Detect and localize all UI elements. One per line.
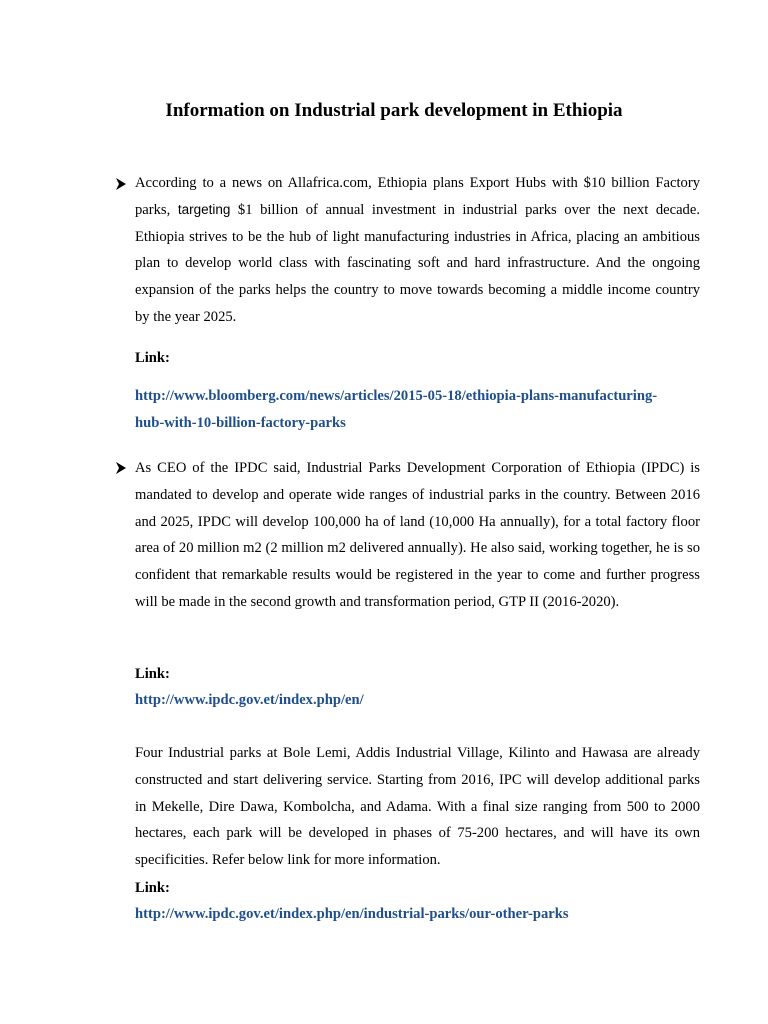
arrow-bullet-icon bbox=[113, 176, 129, 192]
bloomberg-link[interactable] bbox=[135, 383, 705, 437]
document-title: Information on Industrial park development in Ethiopia bbox=[165, 100, 623, 121]
section3-paragraph: Four Industrial parks at Bole Lemi, Addis Industrial Village, Kilinto and Hawasa are already constructed and start delivering service. Starting from 2016, IPC will develop additional parks in Mekelle, Dire Dawa, Kombolcha, and Adama. With a final size ranging from 500 to 2000 hectares, each park will be developed in phases of 75-200 hectares, and will have its own specificities. Refer below link for more information. bbox=[135, 745, 700, 869]
arrow-bullet-icon bbox=[113, 460, 129, 476]
ipdc-other-parks-link[interactable]: http://www.ipdc.gov.et/index.php/en/industrial-parks/our-other-parks bbox=[135, 906, 569, 922]
bloomberg-link-line1[interactable]: http://www.bloomberg.com/news/articles/2015-05-18/ethiopia-plans-manufacturing- bbox=[135, 388, 658, 404]
section3-link-label: Link: bbox=[135, 880, 170, 896]
section2-link-label: Link: bbox=[135, 666, 170, 682]
section1-link-label: Link: bbox=[135, 350, 170, 366]
bloomberg-link-line2[interactable]: hub-with-10-billion-factory-parks bbox=[135, 414, 346, 431]
section1-paragraph bbox=[135, 170, 700, 331]
section1-text-b: $1 billion of annual investment in industrial parks over the next decade. Ethiopia strives to be the hub of light manufacturing industries in Africa, placing an ambitious plan to develop world class with fascinating soft and hard infrastructure. And the ongoing expansion of the parks helps the country to move towards becoming a middle income country by the year 2025. bbox=[135, 201, 700, 325]
section2-paragraph: As CEO of the IPDC said, Industrial Parks Development Corporation of Ethiopia (IPDC) is mandated to develop and operate wide ranges of industrial parks in the country. Between 2016 and 2025, IPDC will develop 100,000 ha of land (10,000 Ha annually), for a total factory floor area of 20 million m2 (2 million m2 delivered annually). He also said, working together, he is so confident that remarkable results would be registered in the year to come and further progress will be made in the second growth and transformation period, GTP II (2016-2020). bbox=[135, 460, 700, 610]
section1-text-targeting: targeting bbox=[177, 201, 231, 217]
section1-text-a: According to a news on Allafrica.com, Ethiopia plans Export Hubs with $10 billion Factory parks, bbox=[135, 175, 700, 218]
ipdc-link[interactable]: http://www.ipdc.gov.et/index.php/en/ bbox=[135, 692, 364, 708]
